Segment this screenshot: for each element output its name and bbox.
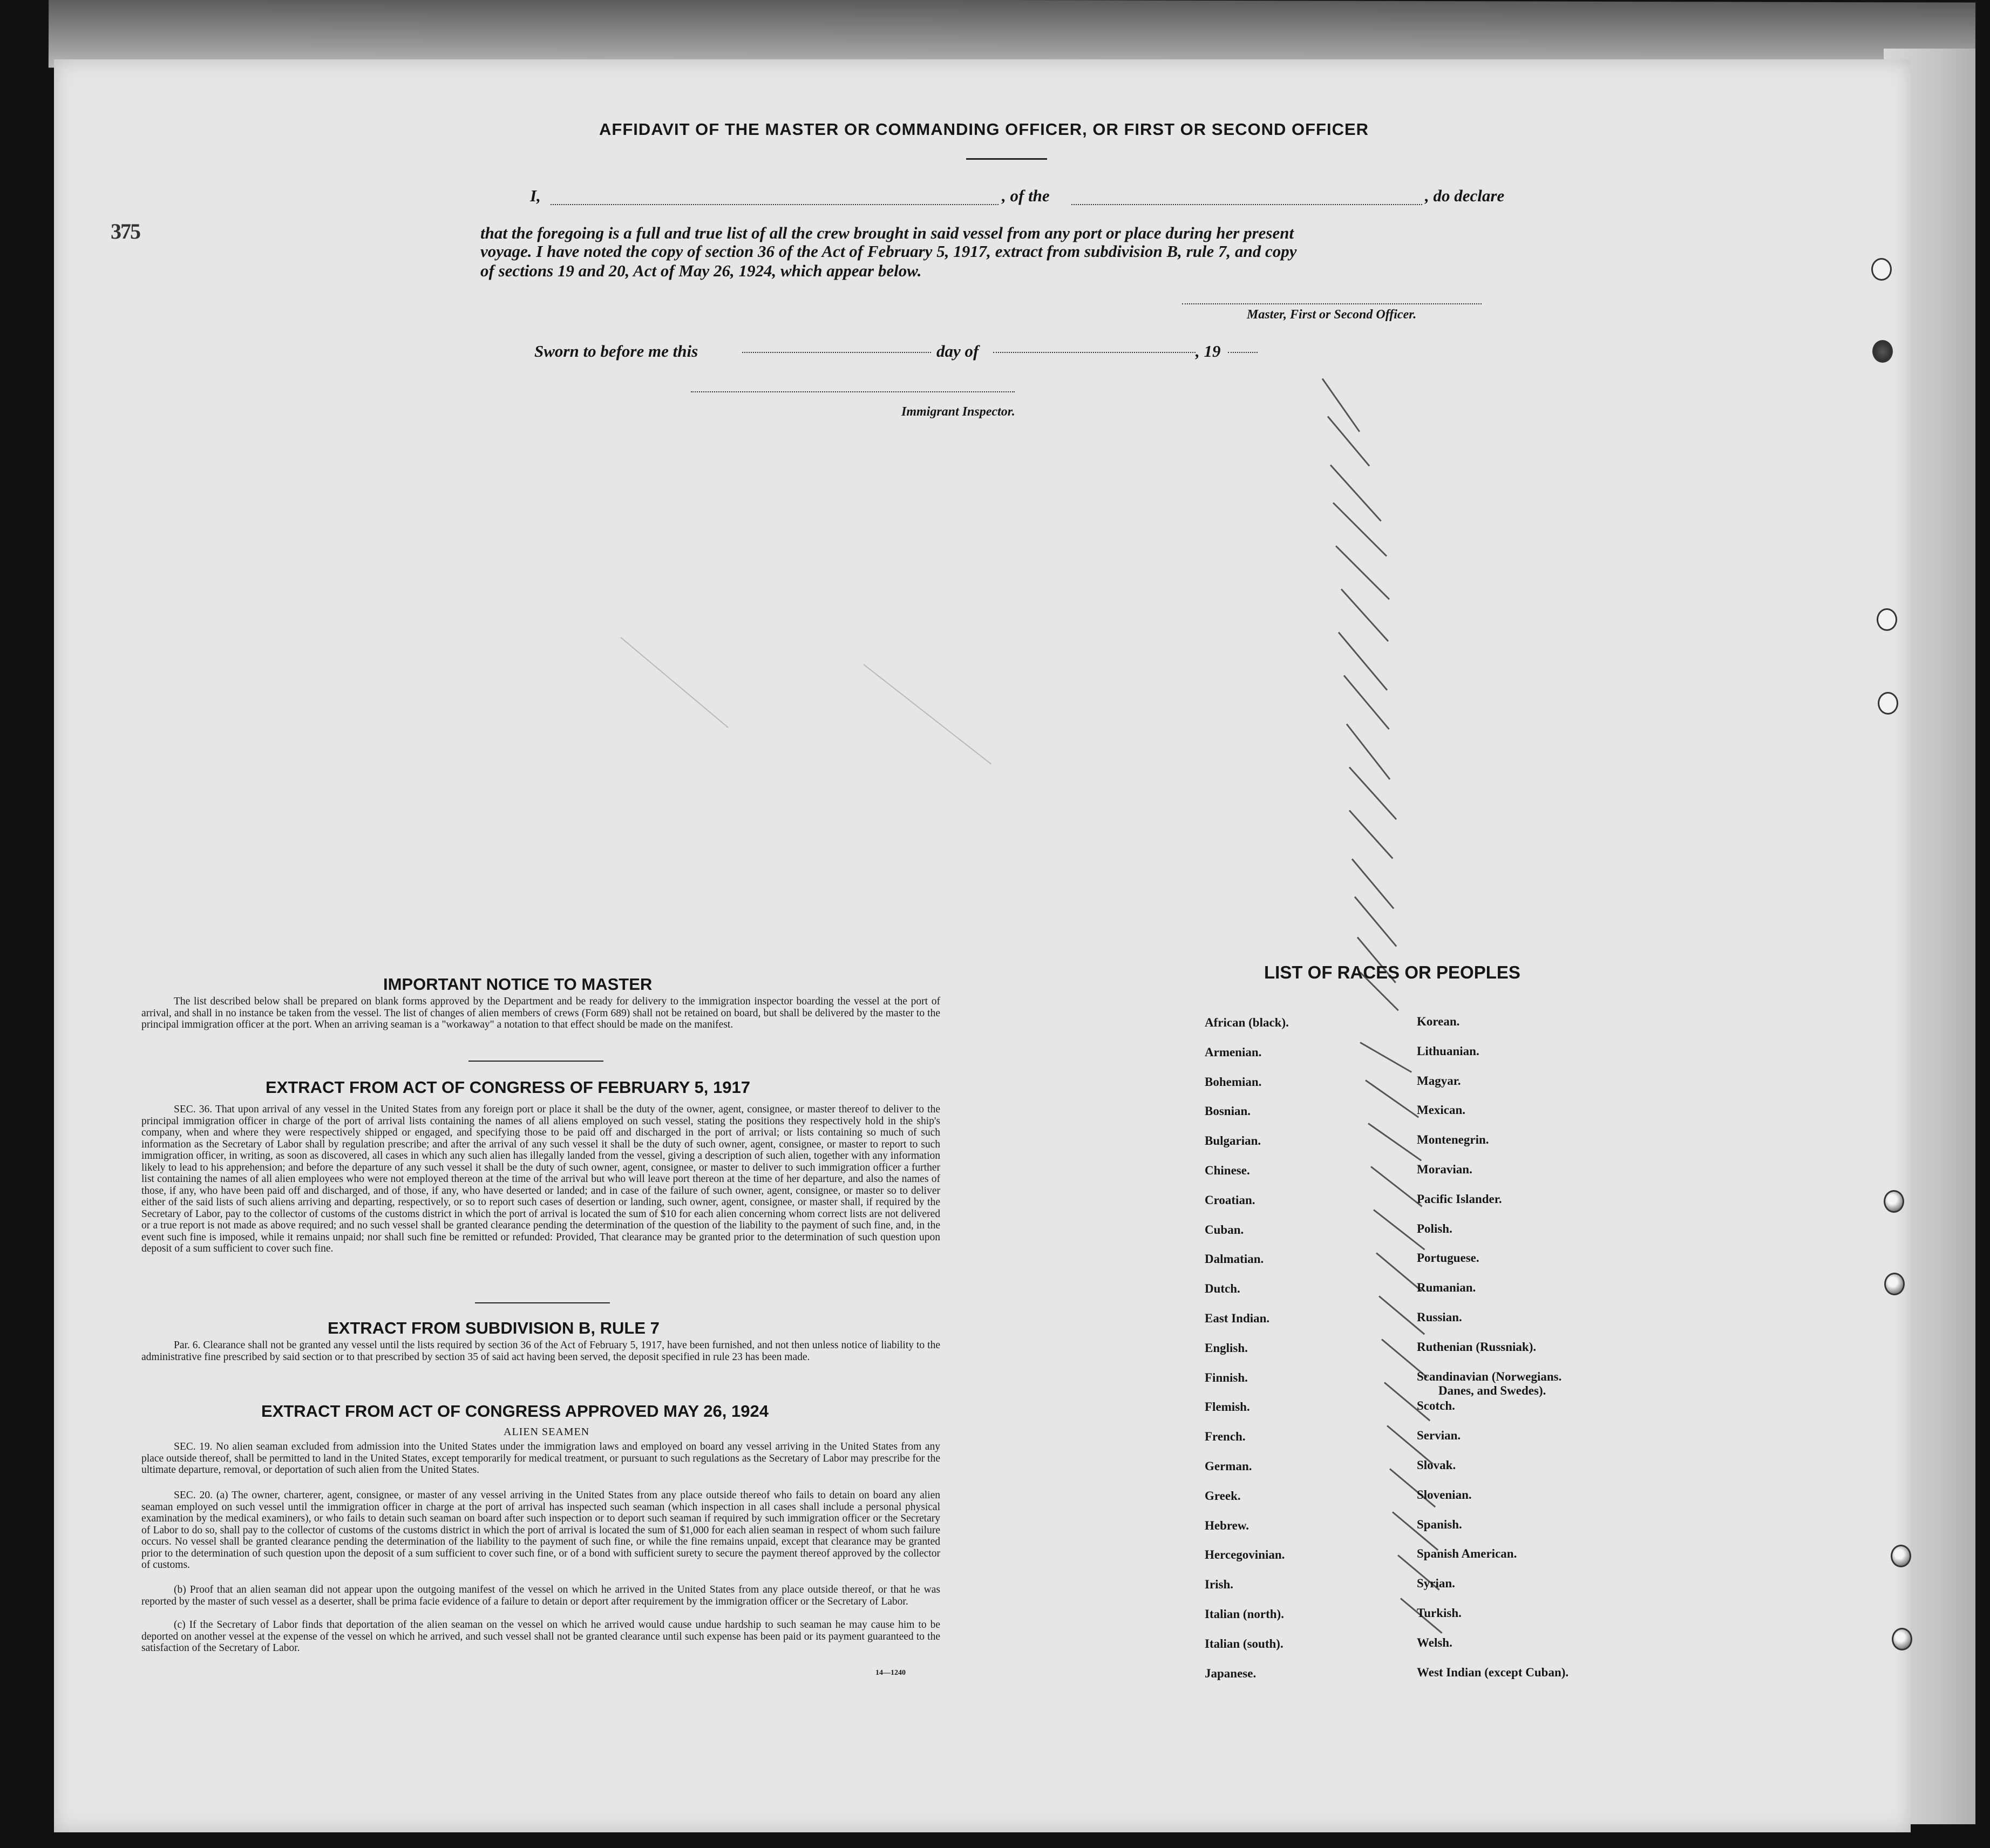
binder-hole — [1884, 1273, 1905, 1295]
master-signature-label: Master, First or Second Officer. — [1247, 308, 1417, 322]
race-item: Armenian. — [1205, 1045, 1262, 1059]
race-item: Spanish American. — [1417, 1547, 1517, 1561]
alien-seamen-subtitle: ALIEN SEAMEN — [504, 1426, 590, 1438]
binder-hole — [1877, 608, 1897, 631]
race-item: Servian. — [1417, 1429, 1461, 1443]
affidavit-line-3: voyage. I have noted the copy of section 36 of the Act of February 5, 1917, extract from subdivision B, rule 7, and copy — [480, 242, 1297, 261]
sec-20c-text: (c) If the Secretary of Labor finds that deportation of the alien seaman on the vessel on which he arrived would cause undue hardship to such seaman he may cause him to be deported on another vessel at the expense of the vessel on which he arrived, and such vessel shall not be granted clearance until such expense has been paid or its payment guaranteed to the satisfaction of the Secretary of Labor. — [141, 1619, 940, 1654]
binder-hole — [1884, 1190, 1904, 1213]
race-item: Syrian. — [1417, 1577, 1455, 1591]
extract-1924-title: EXTRACT FROM ACT OF CONGRESS APPROVED MAY 26, 1924 — [261, 1402, 769, 1421]
sworn-year: , 19 — [1196, 342, 1221, 361]
affidavit-line-2: that the foregoing is a full and true list of all the crew brought in said vessel from any port or place during her present — [480, 223, 1294, 242]
section-divider — [468, 1061, 603, 1062]
race-item-continuation: Danes, and Swedes). — [1438, 1383, 1546, 1397]
sworn-year-blank[interactable] — [1228, 352, 1258, 353]
race-item: Italian (north). — [1205, 1607, 1284, 1621]
race-item: Dalmatian. — [1205, 1252, 1264, 1266]
race-item: Croatian. — [1205, 1193, 1255, 1207]
notice-title: IMPORTANT NOTICE TO MASTER — [383, 975, 653, 994]
master-signature-line[interactable] — [1182, 303, 1482, 304]
sworn-day-of: day of — [936, 342, 979, 361]
race-item: Turkish. — [1417, 1606, 1462, 1620]
title-underline — [966, 158, 1047, 160]
race-item: Italian (south). — [1205, 1636, 1283, 1650]
race-item: Portuguese. — [1417, 1251, 1479, 1265]
races-title: LIST OF RACES OR PEOPLES — [1264, 962, 1520, 982]
inspector-label: Immigrant Inspector. — [901, 405, 1015, 419]
race-item: Hercegovinian. — [1205, 1548, 1285, 1562]
margin-number: 375 — [111, 219, 140, 243]
binder-hole — [1892, 1628, 1912, 1650]
race-item: Magyar. — [1417, 1074, 1461, 1088]
affidavit-of-the: , of the — [1002, 186, 1050, 205]
race-item: Welsh. — [1417, 1635, 1452, 1649]
notice-text: The list described below shall be prepared on blank forms approved by the Department and be ready for delivery to the immigration inspector boarding the vessel at the port of arrival, and shall in no instance be taken from the vessel. The list of changes of alien members of crews (Form 689) shall not be retained on board, but shall be delivered by the master to the principal immigration officer at the port. When an arriving seaman is a "workaway" a notation to that effect should be made on the manifest. — [141, 996, 940, 1030]
sec-20a-text: SEC. 20. (a) The owner, charterer, agent, consignee, or master of any vessel arriving in the United States from any place outside thereof who fails to detain on board any alien seaman employed on such vessel until the immigration officer in charge at the port of arrival has inspected such seaman (which inspection in all cases shall include a personal physical examination by the medical examiners), or who fails to detain such seaman on board after such inspection or to deport such seaman if required by such immigration officer or the Secretary of Labor to do so, shall pay to the collector of customs of the customs district in which the port of arrival is located the sum of $1,000 for each alien seaman in respect of whom such failure occurs. No vessel shall be granted clearance pending the determination of the liability to the payment of such fine, or while the fine remains unpaid, except that clearance may be granted prior to the determination of such question upon the deposit of a sum sufficient to cover such fine, or of a bond with sufficient surety to secure the payment thereof approved by the collector of customs. — [141, 1490, 940, 1571]
race-item: Moravian. — [1417, 1163, 1472, 1176]
race-item: English. — [1205, 1341, 1248, 1355]
race-item: East Indian. — [1205, 1312, 1270, 1325]
race-item: Korean. — [1417, 1015, 1460, 1028]
extract-1917-title: EXTRACT FROM ACT OF CONGRESS OF FEBRUARY 5, 1917 — [266, 1078, 750, 1097]
race-item: Slovak. — [1417, 1458, 1456, 1472]
subdivision-b-text: Par. 6. Clearance shall not be granted any vessel until the lists required by section 36 of the Act of February 5, 1917, have been furnished, and not then unless notice of liability to the administrative fine prescribed by said section or to that prescribed by section 35 of said act having been served, the deposit specified in rule 23 has been made. — [141, 1340, 940, 1363]
race-item: Flemish. — [1205, 1400, 1250, 1414]
subdivision-b-title: EXTRACT FROM SUBDIVISION B, RULE 7 — [328, 1319, 660, 1337]
race-item: Japanese. — [1205, 1666, 1257, 1680]
race-item: German. — [1205, 1459, 1252, 1473]
race-item: Mexican. — [1417, 1103, 1466, 1117]
race-item: Bohemian. — [1205, 1075, 1262, 1089]
race-item: Cuban. — [1205, 1222, 1244, 1236]
race-item: Rumanian. — [1417, 1281, 1476, 1295]
race-item: Scandinavian (Norwegians. — [1417, 1369, 1562, 1383]
race-item: Dutch. — [1205, 1282, 1240, 1296]
binder-hole — [1878, 692, 1898, 715]
race-item: Spanish. — [1417, 1517, 1462, 1531]
race-item: Bosnian. — [1205, 1104, 1251, 1118]
race-item: Finnish. — [1205, 1370, 1248, 1384]
race-item: Chinese. — [1205, 1164, 1250, 1177]
sworn-prefix: Sworn to before me this — [534, 342, 698, 361]
binder-hole — [1871, 258, 1892, 281]
sec-19-text: SEC. 19. No alien seaman excluded from admission into the United States under the immigration laws and employed on board any vessel arriving in the United States from any place outside thereof, shall be permitted to land in the United States, except temporarily for medical treatment, or pursuant to such regulations as the Secretary of Labor may prescribe for the ultimate departure, removal, or deportation of such alien from the United States. — [141, 1441, 940, 1476]
name-blank[interactable] — [551, 204, 999, 205]
race-item: French. — [1205, 1430, 1246, 1444]
race-item: Polish. — [1417, 1221, 1452, 1235]
race-item: Hebrew. — [1205, 1518, 1249, 1532]
race-item: Lithuanian. — [1417, 1044, 1479, 1058]
binder-hole — [1872, 340, 1893, 363]
race-item: Greek. — [1205, 1489, 1241, 1503]
race-item: Bulgarian. — [1205, 1134, 1261, 1148]
affidavit-i: I, — [530, 186, 541, 205]
race-item: Montenegrin. — [1417, 1133, 1489, 1147]
section-divider — [475, 1302, 610, 1303]
affidavit-do-declare: , do declare — [1425, 186, 1505, 205]
affidavit-title: AFFIDAVIT OF THE MASTER OR COMMANDING OFFICER, OR FIRST OR SECOND OFFICER — [599, 120, 1369, 139]
binder-hole — [1891, 1545, 1911, 1567]
form-code: 14—1240 — [875, 1669, 906, 1677]
race-item: Ruthenian (Russniak). — [1417, 1340, 1537, 1354]
race-item: Scotch. — [1417, 1399, 1455, 1413]
race-item: Irish. — [1205, 1578, 1234, 1592]
vessel-blank[interactable] — [1071, 204, 1422, 205]
race-item: West Indian (except Cuban). — [1417, 1665, 1569, 1679]
race-item: Pacific Islander. — [1417, 1192, 1502, 1206]
sec-20b-text: (b) Proof that an alien seaman did not appear upon the outgoing manifest of the vessel on which he arrived in the United States from any place outside thereof, or that he was reported by the master of such vessel as a deserter, shall be prima facie evidence of a failure to detain or deport after requirement by the immigration officer or the Secretary of Labor. — [141, 1584, 940, 1607]
inspector-signature-line[interactable] — [691, 391, 1015, 392]
extract-1917-text: SEC. 36. That upon arrival of any vessel in the United States from any foreign port or place it shall be the duty of the owner, agent, consignee, or master thereof to deliver to the principal immigration officer in charge of the port of arrival lists containing the names of all aliens employed on such vessel, stating the positions they respectively hold in the ship's company, when and where they were respectively shipped or engaged, and specifying those to be paid off and discharged in the port of arrival; or lists containing so much of such information as the Secretary of Labor shall by regulation prescribe; and after the arrival of any such vessel it shall be the duty of such owner, agent, consignee, or master to report to such immigration officer, in writing, as soon as discovered, all cases in which any such alien has illegally landed from the vessel, giving a description of such alien, together with any information likely to lead to his apprehension; and before the departure of any such vessel it shall be the duty of such owner, agent, consignee, or master to deliver to such immigration officer a further list containing the names of all alien employees who were not employed thereon at the time of the arrival but who will leave port thereon at the time of her departure, and also the names of those, if any, who have been paid off and discharged, and of those, if any, who have deserted or landed; and in case of the failure of such owner, agent, consignee, or master so to deliver either of the said lists of such aliens arriving and departing, respectively, or so to report such cases of desertion or landing, such owner, agent, consignee, or master shall, if required by the Secretary of Labor, pay to the collector of customs of the customs district in which the port of arrival is located the sum of $10 for each alien concerning whom correct lists are not delivered or a true report is not made as above required; and no such vessel shall be granted clearance pending the determination of the question of the liability to the payment of such fine, and, in the event such fine is imposed, while it remains unpaid; nor shall such fine be remitted or refunded: Provided, That clearance may be granted prior to the determination of such question upon deposit of a sum sufficient to cover such fine. — [141, 1104, 940, 1254]
sworn-day-blank[interactable] — [742, 352, 931, 353]
affidavit-line-4: of sections 19 and 20, Act of May 26, 1924, which appear below. — [480, 261, 922, 280]
race-item: Russian. — [1417, 1310, 1462, 1324]
sworn-month-blank[interactable] — [993, 352, 1196, 353]
race-item: African (black). — [1205, 1016, 1289, 1029]
race-item: Slovenian. — [1417, 1487, 1472, 1502]
